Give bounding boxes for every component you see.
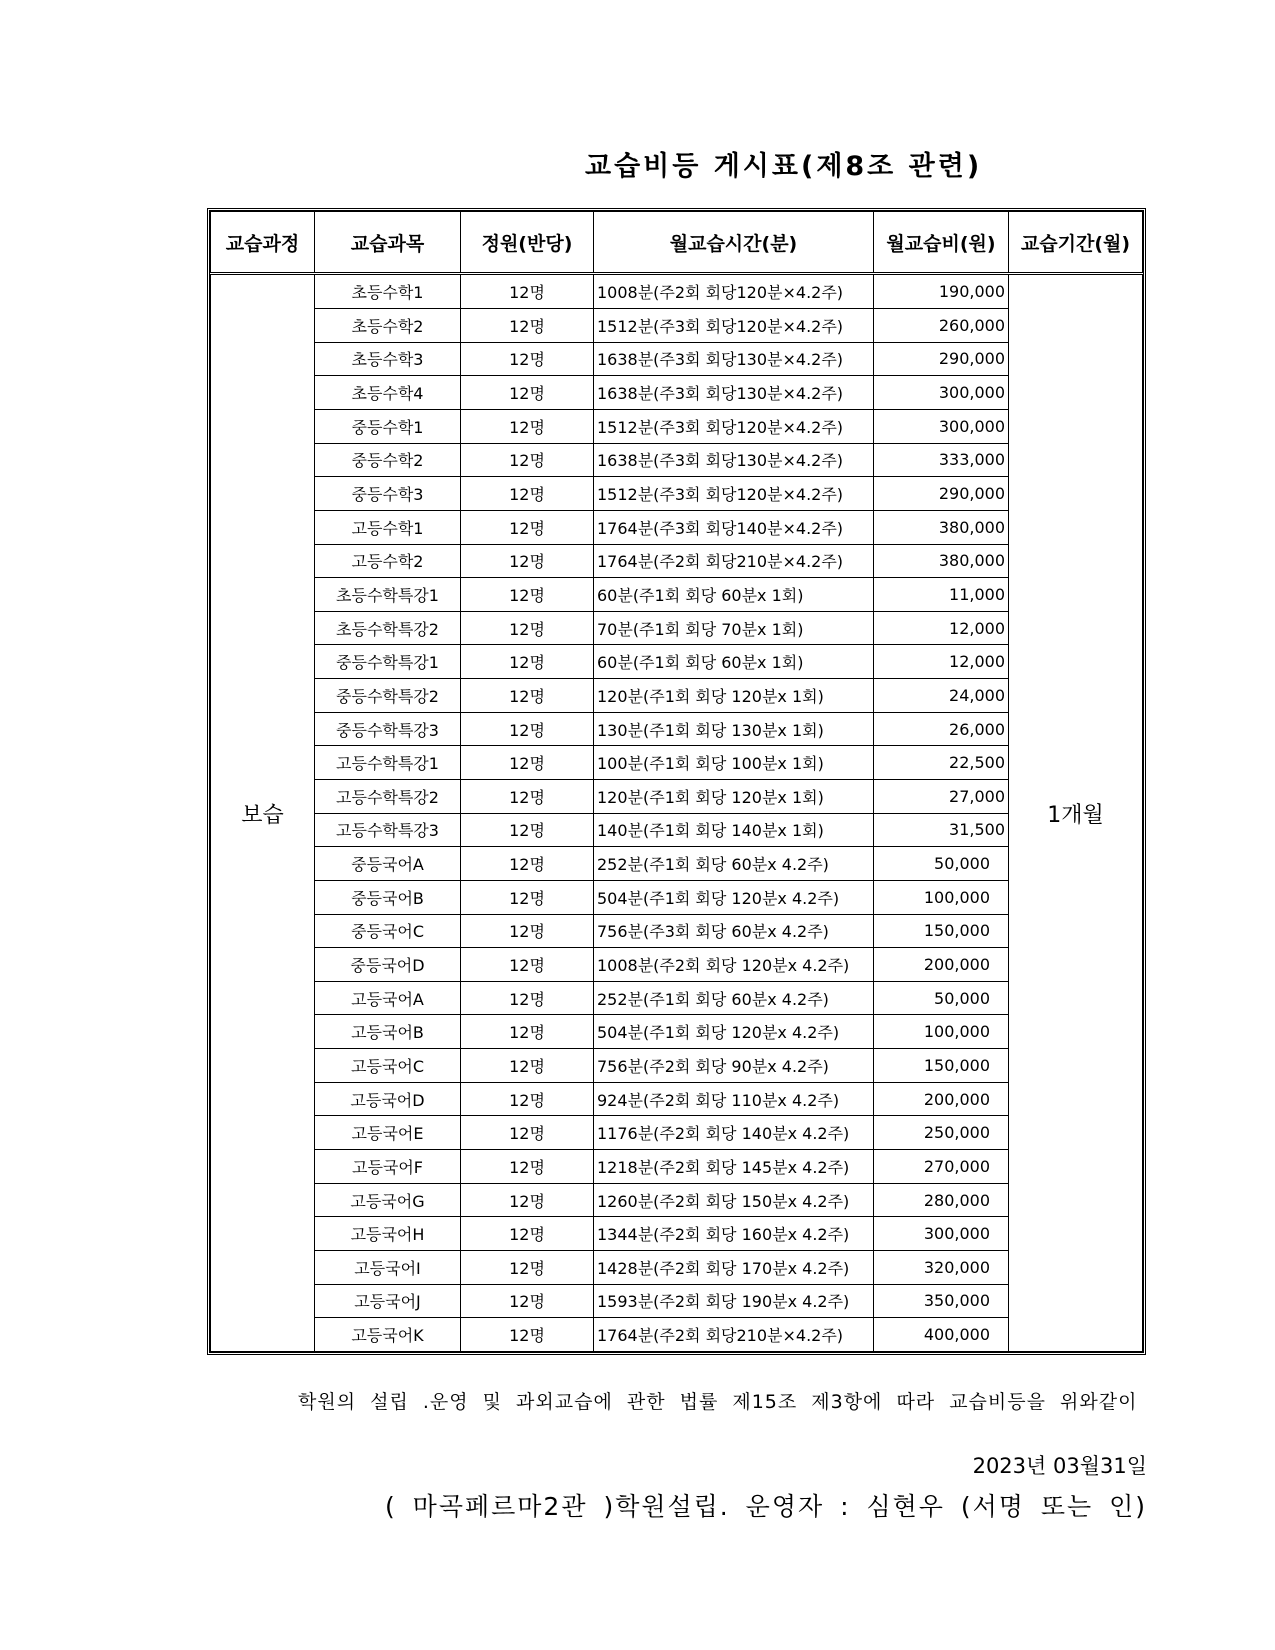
table-row [211,342,1143,376]
capacity-cell: 12명 [461,1150,594,1184]
capacity-cell: 12명 [461,544,594,578]
table-row [211,1082,1143,1116]
subject-cell: 고등국어F [315,1150,461,1184]
monthly-fee-cell: 27,000 [874,780,1009,814]
table-row [211,1250,1143,1284]
table-row [211,1217,1143,1251]
capacity-cell: 12명 [461,679,594,713]
monthly-time-cell: 1593분(주2회 회당 190분x 4.2주) [594,1284,874,1318]
monthly-fee-cell: 100,000 [874,880,1009,914]
capacity-cell: 12명 [461,376,594,410]
subject-cell: 초등수학특강1 [315,578,461,612]
monthly-time-cell: 1260분(주2회 회당 150분x 4.2주) [594,1183,874,1217]
monthly-time-cell: 504분(주1회 회당 120분x 4.2주) [594,880,874,914]
capacity-cell: 12명 [461,914,594,948]
monthly-fee-cell: 300,000 [874,1217,1009,1251]
table-row [211,1284,1143,1318]
monthly-time-cell: 1764분(주2회 회당210분×4.2주) [594,1318,874,1352]
monthly-fee-cell: 280,000 [874,1183,1009,1217]
capacity-cell: 12명 [461,712,594,746]
subject-cell: 중등수학특강2 [315,679,461,713]
table-row [211,914,1143,948]
course-cell: 보습 [211,274,315,1352]
subject-cell: 중등국어D [315,948,461,982]
header-period: 교습기간(월) [1009,212,1143,274]
header-capacity: 정원(반당) [461,212,594,274]
capacity-cell: 12명 [461,1015,594,1049]
header-subject: 교습과목 [315,212,461,274]
monthly-time-cell: 60분(주1회 회당 60분x 1회) [594,645,874,679]
monthly-time-cell: 1638분(주3회 회당130분×4.2주) [594,443,874,477]
capacity-cell: 12명 [461,948,594,982]
monthly-fee-cell: 26,000 [874,712,1009,746]
monthly-fee-cell: 150,000 [874,914,1009,948]
monthly-fee-cell: 12,000 [874,611,1009,645]
monthly-time-cell: 60분(주1회 회당 60분x 1회) [594,578,874,612]
capacity-cell: 12명 [461,274,594,309]
table-row [211,1116,1143,1150]
monthly-time-cell: 1218분(주2회 회당 145분x 4.2주) [594,1150,874,1184]
subject-cell: 초등수학1 [315,274,461,309]
operator-signature: ( 마곡페르마2관 )학원설립. 운영자 : 심현우 (서명 또는 인) [384,1492,1147,1521]
subject-cell: 고등국어E [315,1116,461,1150]
subject-cell: 중등수학특강3 [315,712,461,746]
header-monthly-time: 월교습시간(분) [594,212,874,274]
subject-cell: 초등수학2 [315,309,461,343]
table-row [211,780,1143,814]
capacity-cell: 12명 [461,443,594,477]
subject-cell: 고등국어B [315,1015,461,1049]
table-row [211,981,1143,1015]
fee-table [207,208,1146,1355]
monthly-time-cell: 504분(주1회 회당 120분x 4.2주) [594,1015,874,1049]
table-row [211,645,1143,679]
legal-notice: 학원의 설립 .운영 및 과외교습에 관한 법률 제15조 제3항에 따라 교습비등을 위와같이 [298,1391,1138,1413]
monthly-time-cell: 1512분(주3회 회당120분×4.2주) [594,409,874,443]
capacity-cell: 12명 [461,342,594,376]
monthly-fee-cell: 400,000 [874,1318,1009,1352]
capacity-cell: 12명 [461,1318,594,1352]
subject-cell: 고등수학특강3 [315,813,461,847]
subject-cell: 중등수학1 [315,409,461,443]
capacity-cell: 12명 [461,409,594,443]
table-row [211,443,1143,477]
capacity-cell: 12명 [461,746,594,780]
capacity-cell: 12명 [461,780,594,814]
monthly-time-cell: 1638분(주3회 회당130분×4.2주) [594,342,874,376]
capacity-cell: 12명 [461,1116,594,1150]
table-row [211,813,1143,847]
monthly-time-cell: 100분(주1회 회당 100분x 1회) [594,746,874,780]
capacity-cell: 12명 [461,510,594,544]
subject-cell: 고등국어K [315,1318,461,1352]
table-row [211,274,1143,309]
monthly-time-cell: 252분(주1회 회당 60분x 4.2주) [594,981,874,1015]
subject-cell: 초등수학특강2 [315,611,461,645]
monthly-fee-cell: 100,000 [874,1015,1009,1049]
capacity-cell: 12명 [461,813,594,847]
monthly-time-cell: 1344분(주2회 회당 160분x 4.2주) [594,1217,874,1251]
monthly-fee-cell: 320,000 [874,1250,1009,1284]
table-row [211,409,1143,443]
capacity-cell: 12명 [461,645,594,679]
capacity-cell: 12명 [461,309,594,343]
capacity-cell: 12명 [461,1284,594,1318]
table-header-row [211,212,1143,274]
monthly-fee-cell: 260,000 [874,309,1009,343]
capacity-cell: 12명 [461,1217,594,1251]
monthly-time-cell: 252분(주1회 회당 60분x 4.2주) [594,847,874,881]
table-body [211,274,1143,1352]
monthly-time-cell: 1008분(주2회 회당 120분x 4.2주) [594,948,874,982]
subject-cell: 중등수학특강1 [315,645,461,679]
monthly-time-cell: 1512분(주3회 회당120분×4.2주) [594,477,874,511]
monthly-fee-cell: 200,000 [874,1082,1009,1116]
subject-cell: 고등수학2 [315,544,461,578]
capacity-cell: 12명 [461,1250,594,1284]
subject-cell: 중등국어C [315,914,461,948]
subject-cell: 중등국어A [315,847,461,881]
monthly-time-cell: 120분(주1회 회당 120분x 1회) [594,780,874,814]
capacity-cell: 12명 [461,1183,594,1217]
subject-cell: 중등수학3 [315,477,461,511]
period-cell: 1개월 [1009,274,1143,1352]
subject-cell: 중등수학2 [315,443,461,477]
issue-date: 2023년 03월31일 [972,1454,1147,1478]
subject-cell: 고등국어I [315,1250,461,1284]
monthly-time-cell: 1176분(주2회 회당 140분x 4.2주) [594,1116,874,1150]
monthly-time-cell: 130분(주1회 회당 130분x 1회) [594,712,874,746]
subject-cell: 고등국어J [315,1284,461,1318]
subject-cell: 초등수학3 [315,342,461,376]
monthly-fee-cell: 380,000 [874,510,1009,544]
monthly-fee-cell: 290,000 [874,342,1009,376]
subject-cell: 초등수학4 [315,376,461,410]
capacity-cell: 12명 [461,1082,594,1116]
monthly-fee-cell: 150,000 [874,1049,1009,1083]
table-row [211,611,1143,645]
monthly-time-cell: 1008분(주2회 회당120분×4.2주) [594,274,874,309]
monthly-fee-cell: 24,000 [874,679,1009,713]
table-row [211,510,1143,544]
table-row [211,1049,1143,1083]
subject-cell: 고등국어D [315,1082,461,1116]
monthly-fee-cell: 300,000 [874,376,1009,410]
monthly-fee-cell: 31,500 [874,813,1009,847]
table-row [211,1015,1143,1049]
subject-cell: 고등국어G [315,1183,461,1217]
monthly-time-cell: 1764분(주3회 회당140분×4.2주) [594,510,874,544]
monthly-fee-cell: 50,000 [874,981,1009,1015]
monthly-fee-cell: 50,000 [874,847,1009,881]
monthly-time-cell: 120분(주1회 회당 120분x 1회) [594,679,874,713]
monthly-time-cell: 924분(주2회 회당 110분x 4.2주) [594,1082,874,1116]
table-row [211,679,1143,713]
monthly-time-cell: 70분(주1회 회당 70분x 1회) [594,611,874,645]
capacity-cell: 12명 [461,880,594,914]
monthly-fee-cell: 250,000 [874,1116,1009,1150]
monthly-time-cell: 756분(주2회 회당 90분x 4.2주) [594,1049,874,1083]
table-row [211,1150,1143,1184]
capacity-cell: 12명 [461,1049,594,1083]
header-course: 교습과정 [211,212,315,274]
monthly-fee-cell: 350,000 [874,1284,1009,1318]
capacity-cell: 12명 [461,847,594,881]
monthly-fee-cell: 190,000 [874,274,1009,309]
table-row [211,880,1143,914]
table-row [211,1318,1143,1352]
monthly-fee-cell: 22,500 [874,746,1009,780]
header-monthly-fee: 월교습비(원) [874,212,1009,274]
table-row [211,544,1143,578]
monthly-fee-cell: 270,000 [874,1150,1009,1184]
table-row [211,578,1143,612]
subject-cell: 고등국어H [315,1217,461,1251]
subject-cell: 고등수학1 [315,510,461,544]
capacity-cell: 12명 [461,578,594,612]
page-title: 교습비등 게시표(제8조 관련) [585,151,983,182]
monthly-fee-cell: 300,000 [874,409,1009,443]
subject-cell: 고등국어C [315,1049,461,1083]
table-row [211,376,1143,410]
monthly-time-cell: 1512분(주3회 회당120분×4.2주) [594,309,874,343]
monthly-time-cell: 1428분(주2회 회당 170분x 4.2주) [594,1250,874,1284]
table-row [211,847,1143,881]
monthly-fee-cell: 333,000 [874,443,1009,477]
table-row [211,746,1143,780]
subject-cell: 고등국어A [315,981,461,1015]
monthly-fee-cell: 380,000 [874,544,1009,578]
table-row [211,477,1143,511]
monthly-fee-cell: 200,000 [874,948,1009,982]
monthly-fee-cell: 11,000 [874,578,1009,612]
monthly-fee-cell: 290,000 [874,477,1009,511]
capacity-cell: 12명 [461,477,594,511]
subject-cell: 고등수학특강2 [315,780,461,814]
monthly-time-cell: 1764분(주2회 회당210분×4.2주) [594,544,874,578]
table-row [211,712,1143,746]
table-row [211,948,1143,982]
table-row [211,1183,1143,1217]
monthly-time-cell: 1638분(주3회 회당130분×4.2주) [594,376,874,410]
monthly-fee-cell: 12,000 [874,645,1009,679]
table-row [211,309,1143,343]
monthly-time-cell: 140분(주1회 회당 140분x 1회) [594,813,874,847]
subject-cell: 중등국어B [315,880,461,914]
capacity-cell: 12명 [461,981,594,1015]
subject-cell: 고등수학특강1 [315,746,461,780]
capacity-cell: 12명 [461,611,594,645]
monthly-time-cell: 756분(주3회 회당 60분x 4.2주) [594,914,874,948]
